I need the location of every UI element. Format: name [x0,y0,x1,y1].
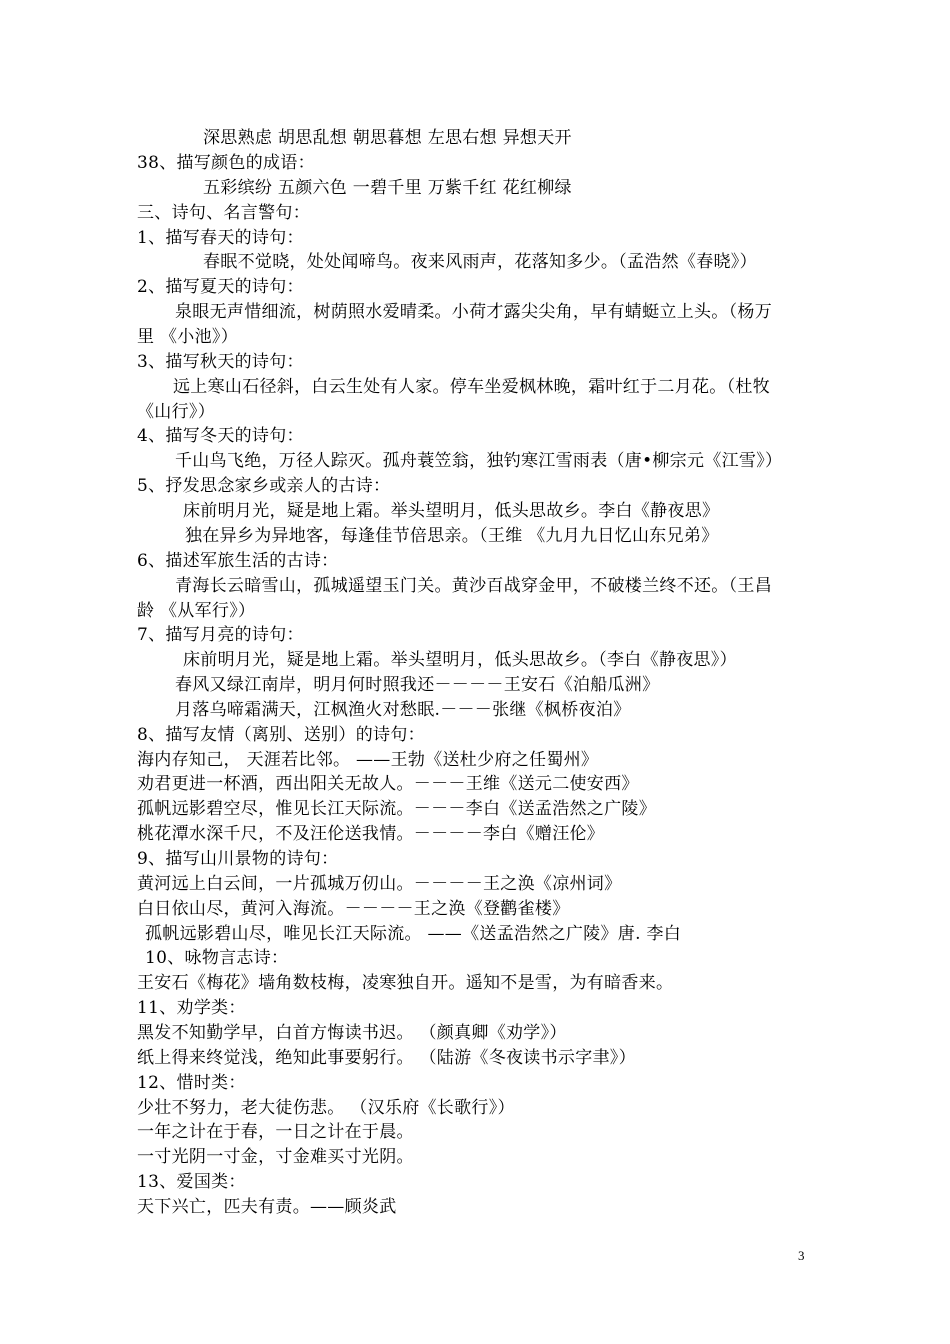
text-line: 纸上得来终觉浅，绝知此事要躬行。 （陆游《冬夜读书示字聿》） [137,1048,636,1068]
text-line: 远上寒山石径斜，白云生处有人家。停车坐爱枫林晚，霜叶红于二月花。（杜牧 [173,377,770,397]
section-heading: 三、诗句、名言警句： [137,203,310,223]
text-line: 春风又绿江南岸，明月何时照我还－－－－王安石《泊船瓜洲》 [175,675,660,695]
text-line: 独在异乡为异地客，每逢佳节倍思亲。（王维 《九月九日忆山东兄弟》 [185,526,719,546]
section-heading: 13、爱国类： [137,1172,246,1192]
text-line: 少壮不努力，老大徒伤悲。 （汉乐府《长歌行》） [137,1098,515,1118]
section-heading: 4、描写冬天的诗句： [137,426,304,446]
section-heading: 8、描写友情（离别、送别）的诗句： [137,725,425,745]
text-line: 床前明月光，疑是地上霜。举头望明月，低头思故乡。（李白《静夜思》） [183,650,737,670]
text-line: 五彩缤纷 五颜六色 一碧千里 万紫千红 花红柳绿 [203,178,572,198]
text-line: 桃花潭水深千尺，不及汪伦送我情。－－－－李白《赠汪伦》 [137,824,605,844]
section-heading: 6、描述军旅生活的古诗： [137,551,339,571]
text-line: 龄 《从军行》） [137,601,256,621]
text-line: 床前明月光，疑是地上霜。举头望明月，低头思故乡。李白《静夜思》 [183,501,720,521]
section-heading: 3、描写秋天的诗句： [137,352,304,372]
text-line: 《山行》） [137,402,215,422]
section-heading: 2、描写夏天的诗句： [137,277,304,297]
section-heading: 7、描写月亮的诗句： [137,625,304,645]
section-heading: 12、惜时类： [137,1073,246,1093]
text-line: 天下兴亡，匹夫有责。——顾炎武 [137,1197,397,1217]
text-line: 劝君更进一杯酒，西出阳关无故人。－－－王维《送元二使安西》 [137,774,639,794]
text-line: 一年之计在于春，一日之计在于晨。 [137,1122,414,1142]
section-heading: 10、咏物言志诗： [145,948,289,968]
section-heading: 1、描写春天的诗句： [137,228,304,248]
text-line: 白日依山尽，黄河入海流。－－－－王之涣《登鹳雀楼》 [137,899,570,919]
page-number: 3 [798,1248,805,1263]
section-heading: 5、抒发思念家乡或亲人的古诗： [137,476,391,496]
text-line: 深思熟虑 胡思乱想 朝思暮想 左思右想 异想天开 [203,128,572,148]
text-line: 一寸光阴一寸金，寸金难买寸光阴。 [137,1147,414,1167]
section-heading: 9、描写山川景物的诗句： [137,849,339,869]
text-line: 黄河远上白云间，一片孤城万仞山。－－－－王之涣《凉州词》 [137,874,622,894]
text-line: 泉眼无声惜细流，树荫照水爱晴柔。小荷才露尖尖角，早有蜻蜓立上头。（杨万 [175,302,772,322]
text-line: 黑发不知勤学早，白首方悔读书迟。 （颜真卿《劝学》） [137,1023,567,1043]
text-line: 孤帆远影碧山尽，唯见长江天际流。 ——《送孟浩然之广陵》唐. 李白 [145,924,682,944]
text-line: 王安石《梅花》墙角数枝梅，凌寒独自开。遥知不是雪，为有暗香来。 [137,973,674,993]
section-heading: 11、劝学类： [137,998,246,1018]
text-line: 月落乌啼霜满天，江枫渔火对愁眠.－－－张继《枫桥夜泊》 [175,700,631,720]
text-line: 春眠不觉晓，处处闻啼鸟。夜来风雨声，花落知多少。（孟浩然《春晓》） [203,252,757,272]
text-line: 青海长云暗雪山，孤城遥望玉门关。黄沙百战穿金甲，不破楼兰终不还。（王昌 [175,576,772,596]
section-heading: 38、描写颜色的成语： [137,153,315,173]
text-line: 海内存知己， 天涯若比邻。 ——王勃《送杜少府之任蜀州》 [137,750,599,770]
text-line: 千山鸟飞绝，万径人踪灭。孤舟蓑笠翁，独钓寒江雪雨表（唐•柳宗元《江雪》） [175,451,783,471]
text-line: 孤帆远影碧空尽，惟见长江天际流。－－－李白《送孟浩然之广陵》 [137,799,656,819]
text-line: 里 《小池》） [137,327,239,347]
